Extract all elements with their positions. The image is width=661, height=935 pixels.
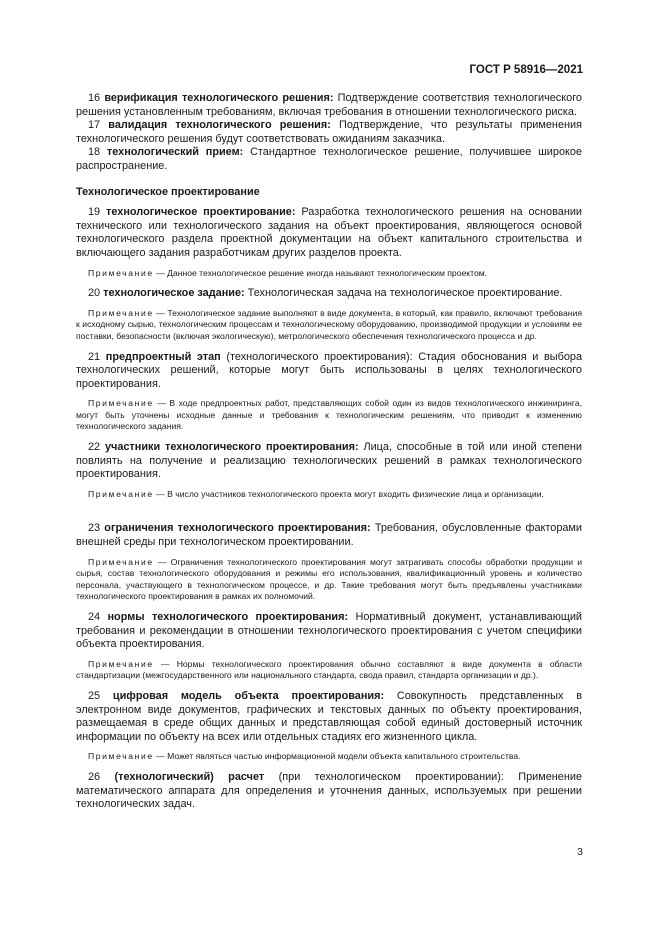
term-21 [76, 351, 582, 392]
term-title: (технологический) расчет [114, 770, 265, 783]
term-20 [76, 287, 582, 301]
standard-designation: ГОСТ Р 58916—2021 [469, 64, 583, 76]
note-label: Примечание [88, 488, 154, 499]
note-20 [76, 308, 582, 343]
term-title: валидация технологического решения: [108, 119, 331, 132]
term-definition: Подтверждение, что результаты применения технологического решения будут соответствовать ожиданиям заказчика. [76, 119, 583, 145]
term-number: 20 [88, 287, 104, 300]
term-number: 18 [88, 146, 107, 159]
note-dash: — [153, 556, 171, 567]
term-19 [76, 206, 582, 260]
note-25 [76, 751, 582, 763]
term-16 [76, 92, 582, 119]
note-label: Примечание [88, 398, 154, 409]
term-title: ограничения технологического проектирования: [104, 522, 371, 535]
term-17 [76, 119, 582, 146]
note-text: Технологическое задание выполняют в виде документа, в который, как правило, включают требования к исходному сырью, технологическим процессам и технологическому оборудованию, производимой продукции и условиям ее поставки, безопасности (включая экологическую), метрологического обеспечения технологического процесса и др. [76, 307, 582, 341]
note-label: Примечание [88, 658, 154, 669]
term-number: 22 [88, 441, 105, 454]
term-number: 24 [88, 611, 108, 623]
term-number: 16 [88, 92, 105, 104]
note-dash: — [153, 307, 168, 318]
term-26 [76, 771, 582, 812]
note-22 [76, 489, 582, 501]
term-definition: Стандартное технологическое решение, получившее широкое распространение. [76, 146, 583, 172]
term-number: 17 [88, 119, 109, 132]
term-definition: Разработка технологического решения на основании технического или технологического задания на объект проектирования, являющегося основой технологического раздела проектной документации на объект капитального строительства и включающего задания разработчикам других разделов проекта. [76, 206, 582, 259]
section-heading: Технологическое проектирование [76, 185, 260, 198]
note-text: Может являться частью информационной модели объекта капитального строительства. [167, 751, 521, 762]
note-label: Примечание [88, 267, 154, 278]
term-definition: Подтверждение соответствия технологического решения установленным требованиям, включая требования в отношении технологического риска. [76, 92, 582, 118]
note-label: Примечание [88, 751, 154, 762]
term-title: участники технологического проектирования: [104, 441, 359, 454]
term-definition: Требования, обусловленные факторами внешней среды при технологическом проектировании. [76, 522, 582, 549]
term-title: верификация технологического решения: [104, 92, 334, 104]
term-24 [76, 611, 582, 652]
term-title: технологический прием: [106, 146, 244, 159]
note-text: В число участников технологического проекта могут входить физические лица и организации. [167, 488, 544, 499]
term-number: 25 [88, 689, 113, 702]
note-dash: — [153, 751, 168, 762]
term-title: технологическое задание: [103, 287, 245, 300]
note-19 [76, 268, 582, 280]
term-definition: Лица, способные в той или иной степени повлиять на получение и реализацию технологических решений в рамках технологического проектирования. [76, 441, 582, 481]
note-label: Примечание [88, 307, 154, 318]
note-dash: — [153, 658, 177, 669]
term-22 [76, 441, 582, 482]
term-title: цифровая модель объекта проектирования: [112, 689, 385, 702]
note-24 [76, 659, 582, 682]
note-text: Ограничения технологического проектирования могут затрагивать способы обработки продукции и сырья, состав технологического оборудования и режимы его использования, квалификационный уровень и количество персонала, участвующего в технологическом процессе, и др. Такие требования могут быть предъявлены участниками технологического проектирования в рамках их полномочий. [76, 556, 582, 602]
term-title: технологическое проектирование: [106, 206, 296, 219]
term-number: 21 [88, 350, 106, 363]
note-dash: — [153, 398, 170, 409]
note-text: Данное технологическое решение иногда называют технологическим проектом. [167, 267, 488, 278]
term-23 [76, 522, 582, 549]
term-number: 19 [88, 206, 107, 219]
note-21 [76, 398, 582, 433]
term-number: 26 [88, 770, 115, 783]
note-text: В ходе предпроектных работ, представляющих собой один из видов технологического инжиниринга, могут быть уточнены исходные данные и требования к технологическим решениям, что приводит к изменению технологического задания. [76, 398, 582, 432]
note-text: Нормы технологического проектирования обычно составляют в виде документа в области стандартизации (межгосударственного или национального стандарта, свода правил, стандарта организации и др.). [76, 658, 582, 681]
page-number: 3 [577, 846, 583, 858]
note-dash: — [153, 267, 168, 278]
term-title: нормы технологического проектирования: [107, 611, 349, 623]
term-title: предпроектный этап [105, 350, 221, 363]
term-25 [76, 690, 582, 744]
note-23 [76, 557, 582, 603]
term-definition: Технологическая задача на технологическое проектирование. [244, 287, 563, 300]
note-dash: — [153, 488, 168, 499]
document-body [76, 92, 582, 812]
term-definition: Совокупность представленных в электронном виде документов, графических и текстовых данных по объекту проектирования, размещаемая в среде общих данных и представляющая собой единый достоверный источник информации по объекту на всех или отдельных стадиях его жизненного цикла. [76, 689, 583, 743]
term-18 [76, 146, 582, 173]
term-definition: (технологического проектирования): Стадия обоснования и выбора технологических решений, которые могут быть использованы в целях технологического проектирования. [76, 350, 583, 390]
term-number: 23 [88, 522, 105, 535]
term-definition: Нормативный документ, устанавливающий требования и рекомендации в отношении технологического проектирования с учетом специфики объекта проектирования. [76, 611, 582, 651]
term-definition: (при технологическом проектировании): Применение математического аппарата для определения и уточнения данных, используемых при решении технологических задач. [76, 770, 583, 811]
note-label: Примечание [88, 556, 154, 567]
